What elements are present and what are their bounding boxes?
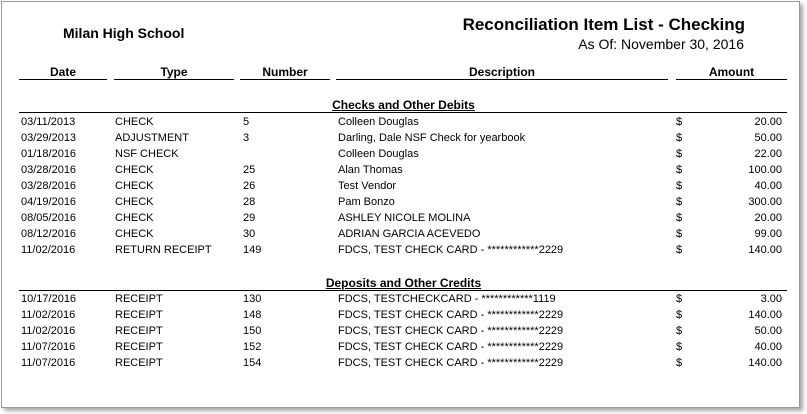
table-row (0, 357, 807, 373)
row-currency: $ (676, 228, 683, 240)
section-heading-credits: Deposits and Other Credits (325, 276, 482, 290)
row-date: 03/29/2013 (21, 132, 77, 144)
row-description: ASHLEY NICOLE MOLINA (338, 212, 471, 224)
table-row (0, 196, 807, 212)
header-underline (114, 79, 234, 80)
row-currency: $ (676, 132, 683, 144)
row-currency: $ (676, 116, 683, 128)
row-type: RECEIPT (115, 341, 163, 353)
row-amount: 40.00 (754, 180, 782, 192)
table-row (0, 116, 807, 132)
row-amount: 22.00 (754, 148, 782, 160)
table-row (0, 212, 807, 228)
row-currency: $ (676, 293, 683, 305)
row-description: Colleen Douglas (338, 116, 419, 128)
row-currency: $ (676, 180, 683, 192)
row-number: 152 (243, 341, 262, 353)
row-date: 11/07/2016 (21, 341, 76, 353)
header-underline (336, 79, 668, 80)
row-currency: $ (676, 341, 683, 353)
table-row (0, 244, 807, 260)
row-date: 08/12/2016 (21, 228, 77, 240)
row-currency: $ (676, 164, 683, 176)
row-description: FDCS, TEST CHECK CARD - ************2229 (338, 325, 564, 337)
row-type: CHECK (115, 116, 154, 128)
header-underline (19, 79, 107, 80)
table-row (0, 325, 807, 341)
row-description: FDCS, TEST CHECK CARD - ************2229 (338, 341, 564, 353)
table-row (0, 148, 807, 164)
row-number: 29 (243, 212, 256, 224)
table-row (0, 293, 807, 309)
table-row (0, 180, 807, 196)
row-amount: 100.00 (748, 164, 782, 176)
row-type: RECEIPT (115, 357, 163, 369)
section-rule (19, 112, 787, 113)
row-amount: 20.00 (754, 116, 782, 128)
header-underline (676, 79, 787, 80)
column-header-amount: Amount (708, 65, 755, 79)
row-number: 5 (243, 116, 250, 128)
row-number: 30 (243, 228, 256, 240)
column-header-type: Type (160, 65, 188, 79)
row-currency: $ (676, 309, 683, 321)
row-date: 01/18/2016 (21, 148, 77, 160)
row-number: 28 (243, 196, 256, 208)
row-amount: 50.00 (754, 132, 782, 144)
row-amount: 99.00 (754, 228, 782, 240)
row-number: 3 (243, 132, 250, 144)
row-currency: $ (676, 148, 683, 160)
row-type: RECEIPT (115, 325, 163, 337)
row-type: RECEIPT (115, 309, 163, 321)
row-amount: 140.00 (748, 244, 782, 256)
row-description: FDCS, TEST CHECK CARD - ************2229 (338, 357, 564, 369)
row-number: 130 (243, 293, 262, 305)
row-type: RECEIPT (115, 293, 163, 305)
row-amount: 50.00 (754, 325, 782, 337)
row-description: Alan Thomas (338, 164, 403, 176)
row-date: 03/28/2016 (21, 164, 77, 176)
row-type: CHECK (115, 196, 154, 208)
row-number: 148 (243, 309, 262, 321)
row-type: RETURN RECEIPT (115, 244, 212, 256)
row-amount: 140.00 (748, 357, 782, 369)
column-header-number: Number (262, 65, 308, 79)
row-date: 03/28/2016 (21, 180, 77, 192)
table-row (0, 309, 807, 325)
row-type: CHECK (115, 228, 154, 240)
row-currency: $ (676, 325, 683, 337)
row-description: ADRIAN GARCIA ACEVEDO (338, 228, 481, 240)
row-type: ADJUSTMENT (115, 132, 189, 144)
row-date: 11/07/2016 (21, 357, 76, 369)
report-title: Reconciliation Item List - Checking (462, 15, 745, 34)
row-amount: 140.00 (748, 309, 782, 321)
column-header-description: Description (468, 65, 535, 79)
row-number: 25 (243, 164, 256, 176)
table-row (0, 341, 807, 357)
row-date: 08/05/2016 (21, 212, 77, 224)
row-amount: 20.00 (754, 212, 782, 224)
table-row (0, 164, 807, 180)
school-name: Milan High School (63, 25, 185, 41)
row-amount: 3.00 (760, 293, 782, 305)
row-currency: $ (676, 196, 683, 208)
row-number: 154 (243, 357, 262, 369)
row-currency: $ (676, 357, 683, 369)
column-header-date: Date (49, 65, 76, 79)
row-description: Darling, Dale NSF Check for yearbook (338, 132, 526, 144)
row-currency: $ (676, 244, 683, 256)
section-rule (19, 290, 787, 291)
row-number: 149 (243, 244, 262, 256)
row-currency: $ (676, 212, 683, 224)
table-row (0, 132, 807, 148)
header-underline (240, 79, 330, 80)
row-date: 11/02/2016 (21, 244, 76, 256)
section-heading-debits: Checks and Other Debits (332, 98, 475, 112)
row-amount: 40.00 (754, 341, 782, 353)
row-type: CHECK (115, 164, 154, 176)
row-description: Test Vendor (338, 180, 397, 192)
row-description: FDCS, TEST CHECK CARD - ************2229 (338, 244, 564, 256)
row-description: FDCS, TESTCHECKCARD - ************1119 (338, 293, 556, 305)
row-date: 04/19/2016 (21, 196, 77, 208)
row-description: Colleen Douglas (338, 148, 419, 160)
row-number: 26 (243, 180, 256, 192)
row-date: 10/17/2016 (21, 293, 77, 305)
row-date: 03/11/2013 (21, 116, 76, 128)
row-description: FDCS, TEST CHECK CARD - ************2229 (338, 309, 564, 321)
table-row (0, 228, 807, 244)
row-description: Pam Bonzo (338, 196, 395, 208)
row-amount: 300.00 (748, 196, 782, 208)
row-date: 11/02/2016 (21, 309, 76, 321)
row-date: 11/02/2016 (21, 325, 76, 337)
row-type: CHECK (115, 212, 154, 224)
report-as-of-date: As Of: November 30, 2016 (578, 36, 744, 52)
row-number: 150 (243, 325, 262, 337)
row-type: CHECK (115, 180, 154, 192)
row-type: NSF CHECK (115, 148, 179, 160)
